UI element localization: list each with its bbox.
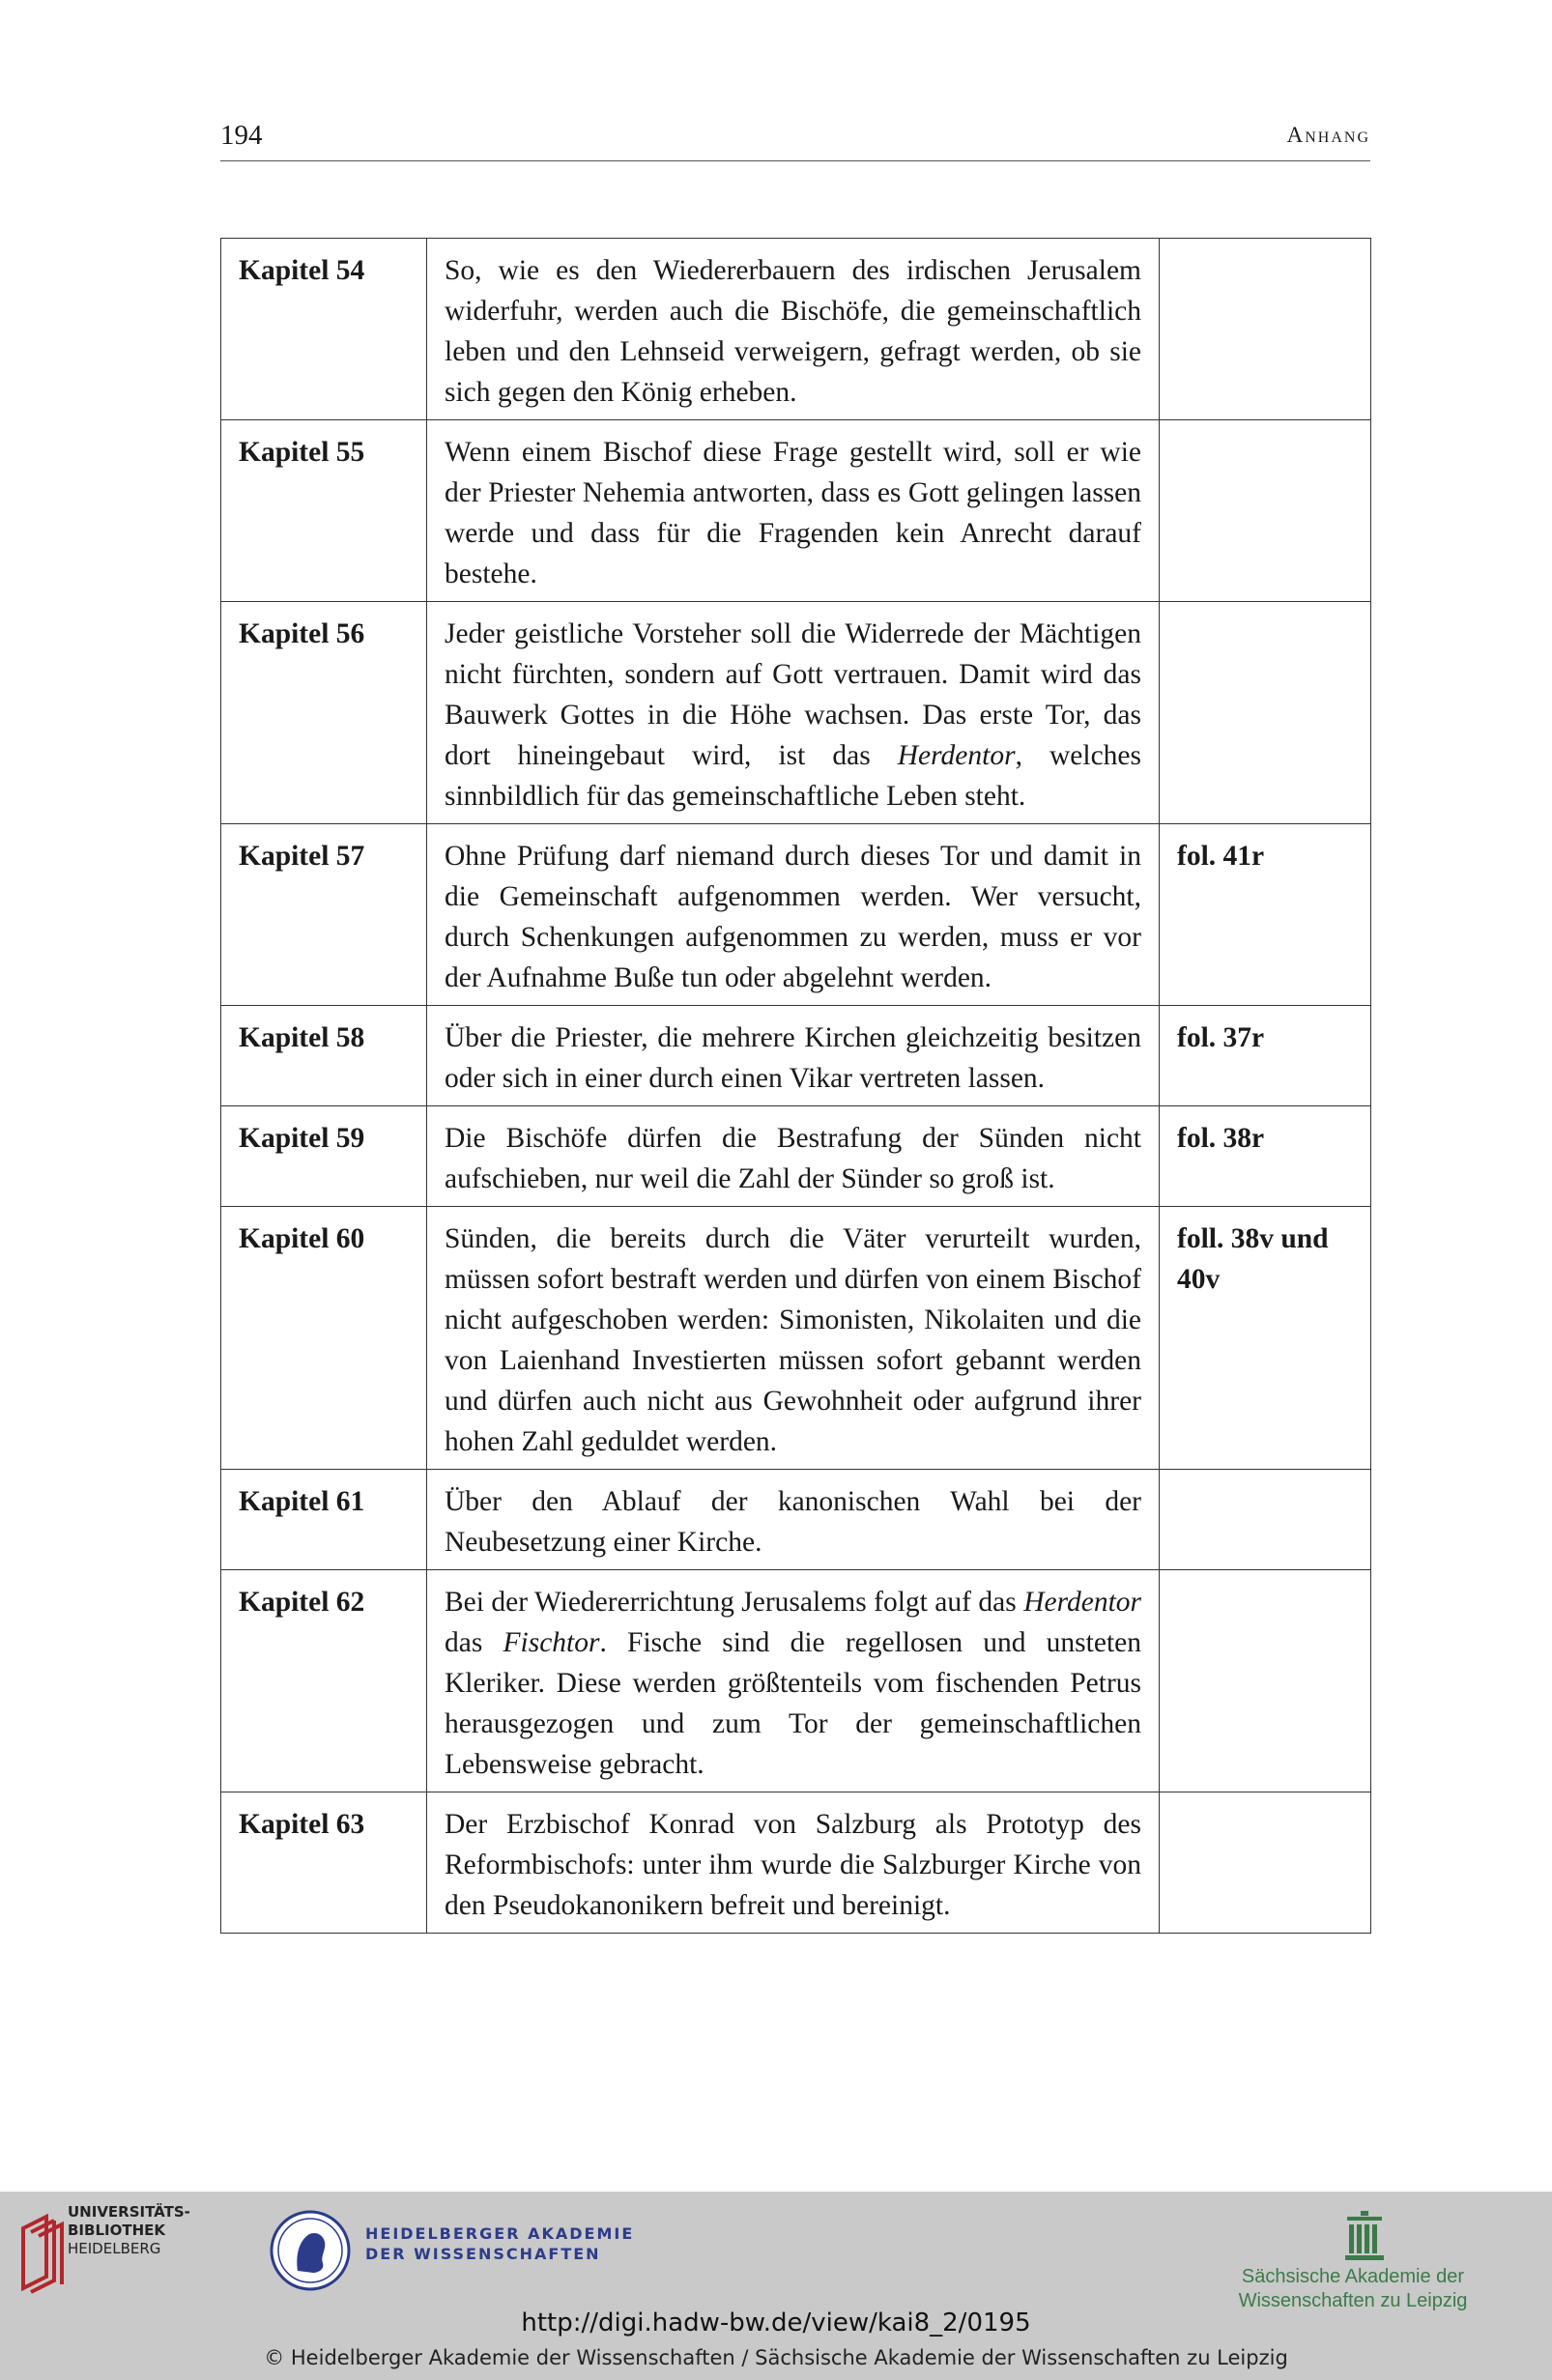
- chapter-cell: Kapitel 56: [221, 602, 427, 824]
- chapter-cell: Kapitel 54: [221, 239, 427, 420]
- academy-seal-icon: [269, 2209, 352, 2292]
- table-row: [221, 1106, 1371, 1207]
- description-text: , welches sinnbildlich für das gemeinschaftliche Leben steht.: [445, 740, 1141, 812]
- academy-name-line: DER WISSENSCHAFTEN: [365, 2245, 601, 2263]
- description-cell: Sünden, die bereits durch die Väter verurteilt wurden, müssen sofort bestraft werden und dürfen von einem Bischof nicht aufgeschoben werden: Simonisten, Nikolaiten und die von Laienhand Investierten müssen sofort gebannt werden und dürfen auch nicht aus Gewohnheit oder aufgrund ihrer hohen Zahl geduldet werden.: [427, 1207, 1160, 1470]
- table-row: [221, 1792, 1371, 1934]
- chapter-cell: Kapitel 55: [221, 420, 427, 602]
- folio-cell: fol. 41r: [1160, 824, 1371, 1006]
- table-row: [221, 1570, 1371, 1792]
- description-text: Jeder geistliche Vorsteher soll die Widerrede der Mächtigen nicht fürchten, sondern auf Gott vertrauen. Damit wird das Bauwerk Gottes in die Höhe wachsen. Das erste Tor, das dort hineingebaut wird, ist das: [445, 618, 1141, 771]
- folio-cell: foll. 38v und 40v: [1160, 1207, 1371, 1470]
- description-cell: [427, 602, 1160, 824]
- table-row: [221, 1207, 1371, 1470]
- university-library-city: HEIDELBERG: [68, 2240, 161, 2257]
- chapter-cell: Kapitel 60: [221, 1207, 427, 1470]
- description-cell: Über die Priester, die mehrere Kirchen gleichzeitig besitzen oder sich in einer durch einen Vikar vertreten lassen.: [427, 1006, 1160, 1106]
- page-number: 194: [220, 120, 263, 151]
- description-emphasis: Fischtor: [503, 1627, 600, 1658]
- table-row: [221, 1470, 1371, 1570]
- folio-cell: [1160, 1570, 1371, 1792]
- saxon-academy-logo-icon: [1343, 2211, 1386, 2263]
- folio-cell: [1160, 1792, 1371, 1934]
- university-library-title: UNIVERSITÄTS- BIBLIOTHEK: [68, 2203, 190, 2239]
- academy-name-line: HEIDELBERGER AKADEMIE: [365, 2224, 635, 2243]
- description-cell: Ohne Prüfung darf niemand durch dieses Tor und damit in die Gemeinschaft aufgenommen werden. Wer versucht, durch Schenkungen aufgenommen zu werden, muss er vor der Aufnahme Buße tun oder abgelehnt werden.: [427, 824, 1160, 1006]
- table-row: [221, 602, 1371, 824]
- description-text: . Fische sind die regellosen und unsteten Kleriker. Diese werden größtenteils vom fischenden Petrus herausgezogen und zum Tor der gemeinschaftlichen Lebensweise gebracht.: [445, 1627, 1141, 1780]
- table-row: [221, 824, 1371, 1006]
- footer-band: [0, 2192, 1552, 2380]
- chapter-cell: Kapitel 57: [221, 824, 427, 1006]
- chapter-cell: Kapitel 58: [221, 1006, 427, 1106]
- academy-name: [365, 2223, 634, 2264]
- running-head: Anhang: [1286, 123, 1370, 147]
- description-emphasis: Herdentor: [897, 740, 1016, 771]
- description-emphasis: Herdentor: [1023, 1587, 1141, 1618]
- description-text: das: [445, 1627, 503, 1658]
- university-library-name: [68, 2203, 190, 2258]
- description-cell: Über den Ablauf der kanonischen Wahl bei der Neubesetzung einer Kirche.: [427, 1470, 1160, 1570]
- folio-cell: [1160, 420, 1371, 602]
- description-cell: Die Bischöfe dürfen die Bestrafung der Sünden nicht aufschieben, nur weil die Zahl der Sünder so groß ist.: [427, 1106, 1160, 1207]
- description-cell: Wenn einem Bischof diese Frage gestellt wird, soll er wie der Priester Nehemia antworten, dass es Gott gelingen lassen werde und dass für die Fragenden kein Anrecht darauf bestehe.: [427, 420, 1160, 602]
- page-header: [220, 118, 1370, 161]
- chapter-cell: Kapitel 63: [221, 1792, 427, 1934]
- folio-cell: [1160, 239, 1371, 420]
- folio-cell: fol. 37r: [1160, 1006, 1371, 1106]
- folio-cell: fol. 38r: [1160, 1106, 1371, 1207]
- description-cell: [427, 1570, 1160, 1792]
- chapter-cell: Kapitel 62: [221, 1570, 427, 1792]
- chapter-summary-table: [220, 238, 1371, 1934]
- description-cell: Der Erzbischof Konrad von Salzburg als Prototyp des Reformbischofs: unter ihm wurde die Salzburger Kirche von den Pseudokanonikern befreit und bereinigt.: [427, 1792, 1160, 1934]
- source-url[interactable]: http://digi.hadw-bw.de/view/kai8_2/0195: [521, 2308, 1031, 2337]
- table-row: [221, 1006, 1371, 1106]
- folio-cell: [1160, 602, 1371, 824]
- description-text: Bei der Wiedererrichtung Jerusalems folgt auf das: [445, 1587, 1024, 1618]
- folio-cell: [1160, 1470, 1371, 1570]
- saxon-academy-name: Sächsische Akademie der Wissenschaften zu Leipzig: [1238, 2266, 1468, 2311]
- copyright-notice: © Heidelberger Akademie der Wissenschaften / Sächsische Akademie der Wissenschaften zu Leipzig: [264, 2346, 1288, 2369]
- chapter-cell: Kapitel 59: [221, 1106, 427, 1207]
- table-row: [221, 239, 1371, 420]
- chapter-cell: Kapitel 61: [221, 1470, 427, 1570]
- table-row: [221, 420, 1371, 602]
- description-cell: So, wie es den Wiedererbauern des irdischen Jerusalem widerfuhr, werden auch die Bischöfe, die gemeinschaftlich leben und den Lehnseid verweigern, gefragt werden, ob sie sich gegen den König erheben.: [427, 239, 1160, 420]
